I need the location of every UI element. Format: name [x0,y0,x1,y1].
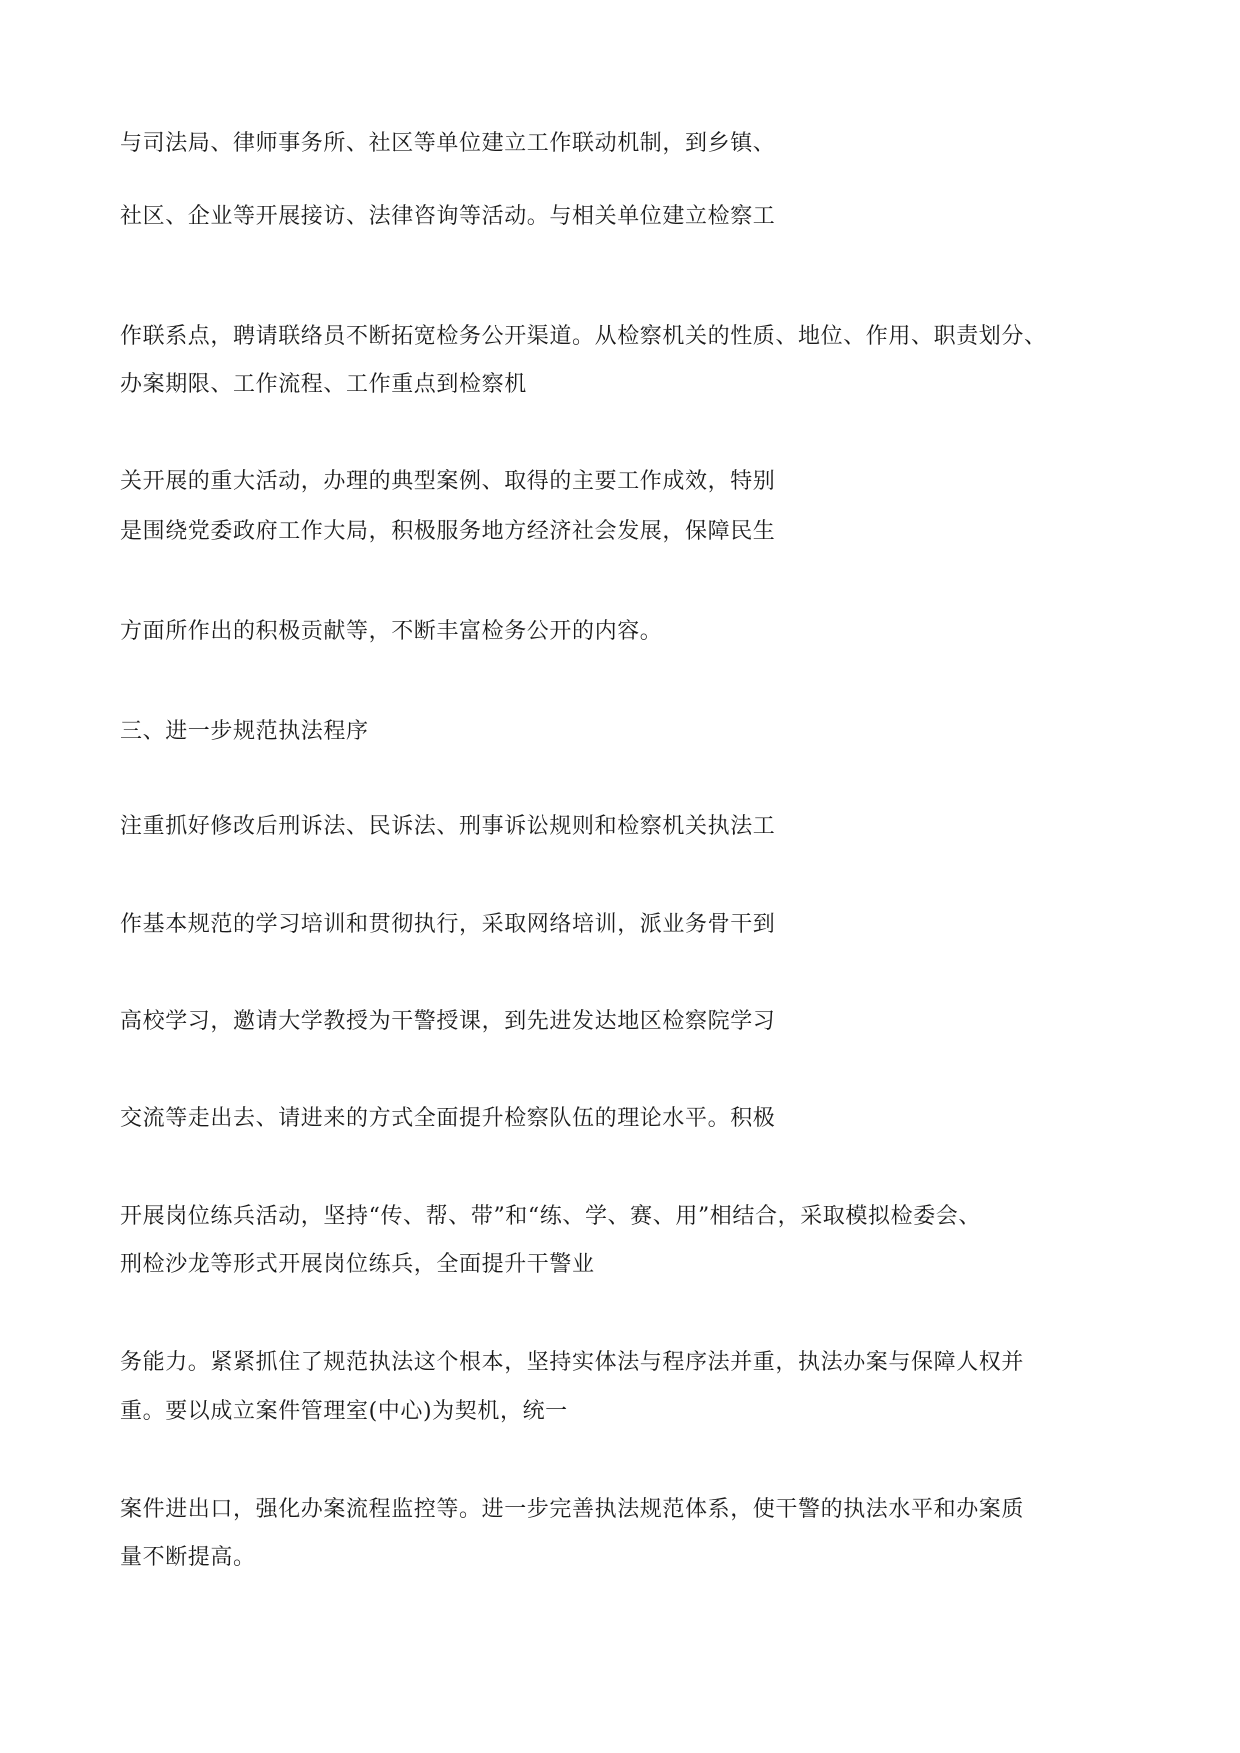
text-line: 注重抓好修改后刑诉法、民诉法、刑事诉讼规则和检察机关执法工 [120,814,776,839]
text-line: 与司法局、律师事务所、社区等单位建立工作联动机制，到乡镇、 [120,131,776,156]
text-line: 开展岗位练兵活动，坚持“传、帮、带”和“练、学、赛、用”相结合，采取模拟检委会、 [120,1204,981,1229]
text-line: 作联系点，聘请联络员不断拓宽检务公开渠道。从检察机关的性质、地位、作用、职责划分、 [120,324,1047,349]
text-line: 量不断提高。 [120,1545,256,1570]
text-line: 作基本规范的学习培训和贯彻执行，采取网络培训，派业务骨干到 [120,912,776,937]
text-line: 交流等走出去、请进来的方式全面提升检察队伍的理论水平。积极 [120,1106,776,1131]
section-heading: 三、进一步规范执法程序 [120,719,369,744]
text-line: 关开展的重大活动，办理的典型案例、取得的主要工作成效，特别 [120,469,776,494]
text-line: 案件进出口，强化办案流程监控等。进一步完善执法规范体系，使干警的执法水平和办案质 [120,1497,1025,1522]
text-line: 刑检沙龙等形式开展岗位练兵，全面提升干警业 [120,1252,595,1277]
text-line: 社区、企业等开展接访、法律咨询等活动。与相关单位建立检察工 [120,204,776,229]
text-line: 是围绕党委政府工作大局，积极服务地方经济社会发展，保障民生 [120,519,776,544]
text-line: 务能力。紧紧抓住了规范执法这个根本，坚持实体法与程序法并重，执法办案与保障人权并 [120,1350,1025,1375]
text-line: 方面所作出的积极贡献等，不断丰富检务公开的内容。 [120,619,663,644]
text-line: 高校学习，邀请大学教授为干警授课，到先进发达地区检察院学习 [120,1009,776,1034]
text-line: 重。要以成立案件管理室(中心)为契机，统一 [120,1399,568,1424]
text-line: 办案期限、工作流程、工作重点到检察机 [120,372,527,397]
